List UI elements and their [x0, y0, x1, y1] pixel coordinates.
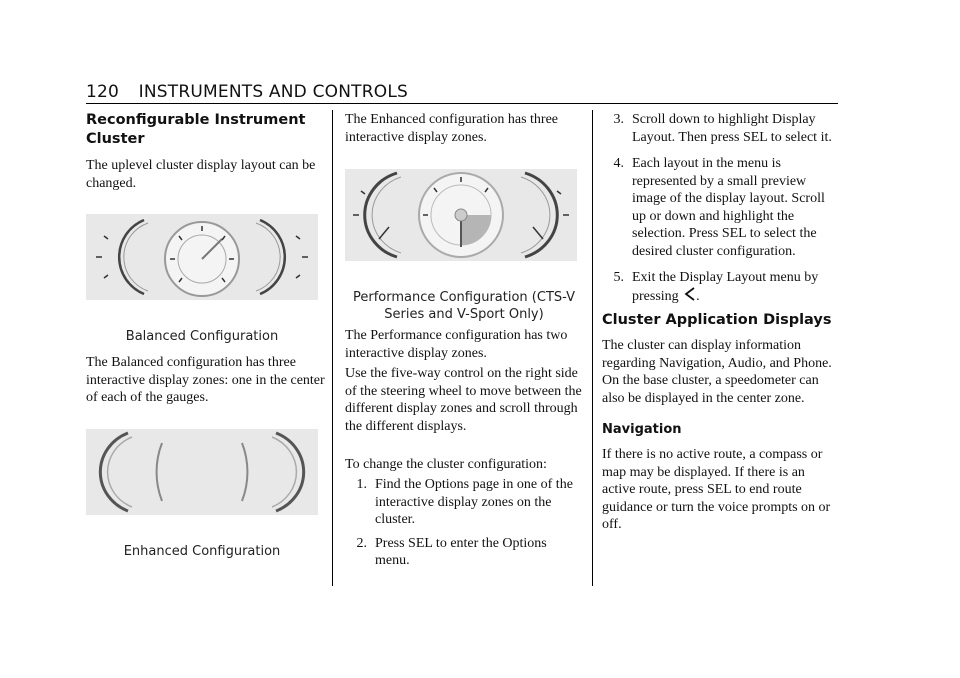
enhanced-configuration-image	[86, 429, 318, 515]
step-text: Find the Options page in one of the interactive display zones on the cluster.	[375, 477, 573, 527]
apps-paragraph: The cluster can display information regarding Navigation, Audio, and Phone. On the base cluster, a speedometer can also be displayed in the center zone.	[602, 338, 832, 406]
navigation-heading: Navigation	[602, 422, 682, 437]
section-heading: Reconfigurable Instrument Cluster	[86, 112, 306, 147]
steps-list-continued	[602, 111, 836, 305]
performance-configuration-image	[345, 169, 577, 261]
balanced-caption: Balanced Configuration	[125, 329, 279, 344]
navigation-paragraph: If there is no active route, a compass or map may be displayed. If there is an active route, press SEL to end route guidance or turn the voice prompts on or off.	[602, 447, 831, 532]
list-item	[602, 111, 836, 146]
intro-paragraph: The uplevel cluster display layout can be changed.	[86, 158, 316, 191]
list-item	[345, 476, 583, 529]
step-number: 4.	[613, 156, 624, 171]
column-divider	[592, 110, 593, 586]
five-way-paragraph: Use the five-way control on the right side of the steering wheel to move between the different display zones and scroll through the different displays.	[345, 366, 582, 434]
performance-paragraph: The Performance configuration has two interactive display zones.	[345, 328, 568, 361]
enhanced-caption: Enhanced Configuration	[123, 544, 281, 559]
step-number: 1.	[356, 477, 367, 492]
performance-gauges-illustration	[345, 169, 577, 261]
step-text: Press SEL to enter the Options menu.	[375, 535, 547, 568]
header-rule	[86, 103, 838, 104]
step-text: Each layout in the menu is represented by a small preview image of the display layout. Scroll up or down and highlight the selection. Press SEL to select the desired cluster configuration.	[632, 156, 825, 259]
enhanced-gauges-illustration	[86, 429, 318, 515]
back-arrow-icon	[684, 287, 696, 301]
step-number: 5.	[613, 270, 624, 285]
balanced-paragraph: The Balanced configuration has three interactive display zones: one in the center of each of the gauges.	[86, 355, 325, 405]
step-text: Scroll down to highlight Display Layout. Then press SEL to select it.	[632, 112, 832, 145]
section-title: INSTRUMENTS AND CONTROLS	[138, 82, 408, 102]
step-number: 3.	[613, 112, 624, 127]
list-item	[602, 269, 836, 305]
enhanced-paragraph: The Enhanced configuration has three interactive display zones.	[345, 112, 559, 145]
performance-caption: Performance Configuration (CTS-V Series and V-Sport Only)	[353, 290, 575, 322]
step-number: 2.	[356, 535, 367, 551]
steps-list	[345, 476, 583, 570]
balanced-configuration-image	[86, 214, 318, 300]
step-text: Exit the Display Layout menu by pressing	[632, 270, 819, 304]
page-header	[86, 82, 408, 102]
balanced-gauges-illustration	[86, 214, 318, 300]
column-divider	[332, 110, 333, 586]
list-item	[602, 155, 836, 260]
list-item	[345, 535, 583, 570]
change-intro: To change the cluster configuration:	[345, 457, 547, 472]
page-number: 120	[86, 82, 120, 102]
section-heading: Cluster Application Displays	[602, 312, 832, 328]
period: .	[696, 288, 700, 304]
